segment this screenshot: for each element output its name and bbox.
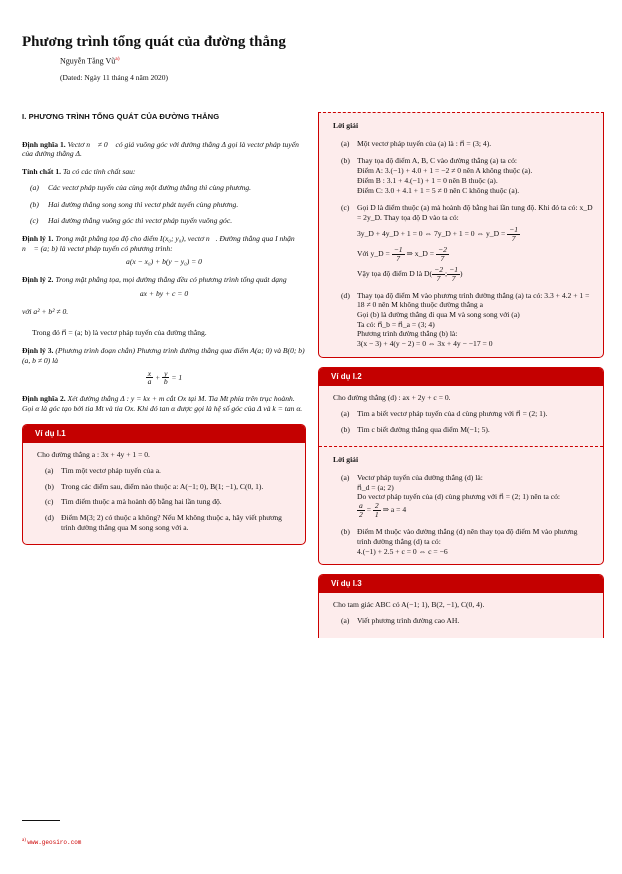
theorem-1-text: Trong mặt phẳng tọa độ cho điểm I(x₀; y₀), vectơ n⃗. Đường thẳng qua I nhận n⃗ = (a; b) là vectơ pháp tuyến có phương trình: — [22, 234, 295, 253]
list-item: (a) Các vectơ pháp tuyến của cùng một đường thẳng thì cùng phương. — [30, 182, 252, 192]
footnote-url[interactable]: www.geosiro.com — [27, 839, 82, 846]
fraction: $\frac{2}{1}$ — [374, 501, 379, 520]
fraction: $\frac{-2}{7}$ — [437, 244, 447, 263]
solution-heading: Lời giải — [333, 455, 359, 465]
theorem-3-text: (Phương trình đoạn chắn) Phương trình đường thẳng qua điểm A(a; 0) và B(0; b) (a, b ≠ 0) là — [22, 346, 305, 365]
list-item: (b) Điểm M thuộc vào đường thẳng (d) nên thay tọa độ điểm M vào phương trình đường thẳng (d) ta có: 4.(−1) + 2.5 + c = 0 ⇔ c = −6 — [341, 527, 578, 556]
definition-1 — [22, 140, 306, 159]
theorem-3 — [22, 346, 306, 365]
theorem-1-equation: a(x − x₀) + b(y − y₀) = 0 — [126, 257, 202, 267]
fraction: $\frac{-1}{7}$ — [449, 264, 459, 283]
solution-heading: Lời giải — [333, 121, 359, 130]
list-item: (a) Tìm một vectơ pháp tuyến của a. — [45, 465, 161, 475]
example-2-solution — [319, 446, 603, 564]
theorem-2-condition: với a² + b² ≠ 0. — [22, 306, 69, 316]
list-item: (a) Tìm a biết vectơ pháp tuyến của d cùng phương với n⃗ = (2; 1). — [341, 408, 548, 418]
list-item: (a) Một vectơ pháp tuyến của (a) là : n⃗ = (3; 4). — [341, 138, 492, 148]
right-column — [318, 112, 604, 638]
list-item: (a) Vectơ pháp tuyến của đường thẳng (d) là: n⃗_d = (a; 2) Do vectơ pháp tuyến của (d) cùng phương với n⃗ = (2; 1) nên ta có: $\frac{a}{2}$ = $\frac{2}{1}$ ⇒ a = 4 — [341, 472, 561, 520]
list-item: (b) Trong các điểm sau, điểm nào thuộc a: A(−1; 0), B(1; −1), C(0, 1). — [45, 481, 264, 491]
footnote-mark: a) — [22, 838, 26, 843]
fraction: $\frac{a}{2}$ — [359, 501, 363, 520]
example-1-solution — [319, 113, 603, 357]
property-1 — [22, 167, 306, 177]
example-2-box — [318, 367, 604, 565]
property-1-label: Tính chất 1. — [22, 167, 62, 177]
list-item: (c) Gọi D là điểm thuộc (a) mà hoành độ bằng hai lần tung độ. Khi đó ta có: x_D = 2y_D. Thay tọa độ D vào ta có: 3y_D + 4y_D + 1 = 0 ⇔ 7y_D + 1 = 0 ⇔ y_D = $\frac{-1}{7}$ Với y_D = $\frac{-1}{7}$ ⇒ x_D = $\frac{-2}{7}$ Vậy tọa độ điểm D là D( $\frac{-2}{7}$ ; $\frac{-1}{7}$ ) — [341, 203, 593, 283]
list-item: (b) Tìm c biết đường thẳng qua điểm M(−1; 5). — [341, 424, 490, 434]
theorem-3-label: Định lý 3. — [22, 346, 54, 356]
section-heading: I. PHƯƠNG TRÌNH TỔNG QUÁT CỦA ĐƯỜNG THẲNG — [22, 112, 220, 121]
example-3-intro: Cho tam giác ABC có A(−1; 1), B(2, −1), C(0, 4). — [333, 600, 485, 610]
author-mark: a) — [115, 56, 120, 62]
fraction: $\frac{-1}{7}$ — [393, 244, 403, 263]
author — [60, 56, 120, 66]
list-item: (c) Tìm điểm thuộc a mà hoành độ bằng hai lần tung độ. — [45, 497, 222, 507]
example-1-solution-list — [333, 139, 593, 349]
theorem-3-equation: $\frac{x}{a}$ + $\frac{y}{b}$ = 1 — [147, 368, 183, 387]
footnote — [22, 838, 81, 846]
example-3-body — [319, 593, 603, 637]
list-item: (d) Điểm M(3; 2) có thuộc a không? Nếu M không thuộc a, hãy viết phương trình đường thẳng qua M song song với a. — [45, 512, 282, 532]
example-1-box — [22, 424, 306, 546]
example-1-intro: Cho đường thẳng a : 3x + 4y + 1 = 0. — [37, 450, 150, 460]
example-1-solution-box — [318, 112, 604, 358]
left-column — [22, 112, 306, 545]
theorem-2 — [22, 275, 306, 285]
property-1-text: Ta có các tính chất sau: — [62, 167, 136, 177]
theorem-2-equation: ax + by + c = 0 — [139, 288, 189, 298]
list-item: (a) Viết phương trình đường cao AH. — [341, 616, 460, 626]
theorem-2-note: Trong đó n⃗ = (a; b) là vectơ pháp tuyến của đường thẳng. — [32, 328, 207, 338]
fraction: $\frac{-1}{7}$ — [509, 224, 519, 243]
example-3-box — [318, 574, 604, 638]
example-3-list — [333, 616, 593, 626]
footnote-rule — [22, 820, 60, 821]
definition-1-label: Định nghĩa 1. — [22, 139, 66, 149]
theorem-1-label: Định lý 1. — [22, 234, 54, 244]
author-name: Nguyễn Tăng Vũ — [60, 56, 116, 66]
example-1-header: Ví dụ I.1 — [23, 425, 305, 443]
definition-2 — [22, 394, 306, 413]
dated: (Dated: Ngày 11 tháng 4 năm 2020) — [60, 73, 169, 82]
example-3-header: Ví dụ I.3 — [319, 575, 603, 593]
definition-1-text: Vectơ n⃗ ≠ 0⃗ có giá vuông góc với đường thẳng Δ gọi là vectơ pháp tuyến của đường thẳng Δ. — [22, 139, 299, 159]
example-1-body — [23, 443, 305, 544]
theorem-1 — [22, 234, 306, 253]
example-2-header: Ví dụ I.2 — [319, 368, 603, 386]
list-item: (c) Hai đường thẳng vuông góc thì vectơ pháp tuyến vuông góc. — [30, 216, 233, 226]
list-item: (b) Hai đường thẳng song song thì vectơ phát tuyến cùng phương. — [30, 199, 239, 209]
property-1-list — [22, 183, 306, 226]
definition-2-text: Xét đường thẳng Δ : y = kx + m cắt Ox tại M. Tia Mt phía trên trục hoành. Gọi α là góc tạo bởi tia Mt và tia Ox. Khi đó tan α được gọi là hệ số góc của Δ và k = tan α. — [22, 394, 303, 414]
example-2-intro: Cho đường thẳng (d) : ax + 2y + c = 0. — [333, 393, 451, 403]
definition-2-label: Định nghĩa 2. — [22, 394, 66, 404]
theorem-2-label: Định lý 2. — [22, 275, 54, 285]
list-item: (b) Thay tọa độ điểm A, B, C vào đường thẳng (a) ta có: Điểm A: 3.(−1) + 4.0 + 1 = −2 ≠ 0 nên A không thuộc (a). Điểm B : 3.1 + 4.(−1) + 1 = 0 nên B thuộc (a). Điểm C: 3.0 + 4.1 + 1 = 5 ≠ 0 nên C không thuộc (a). — [341, 156, 533, 195]
fraction: $\frac{x}{a}$ — [147, 368, 152, 387]
paper-title: Phương trình tổng quát của đường thẳng — [22, 34, 286, 50]
theorem-2-text: Trong mặt phẳng tọa, mọi đường thẳng đều có phương trình tổng quát dạng — [55, 275, 287, 285]
list-item: (d) Thay tọa độ điểm M vào phương trình đường thẳng (a) ta có: 3.3 + 4.2 + 1 = 18 ≠ 0 nên M không thuộc đường thẳng a Gọi (b) là đường thẳng đi qua M và song song với (a) Ta có: n⃗_b = n⃗_a = (3; 4) Phương trình đường thẳng (b) là: 3(x − 3) + 4(y − 2) = 0 ⇔ 3x + 4y − −17 = 0 — [341, 290, 590, 349]
example-2-body — [319, 386, 603, 446]
example-2-solution-list — [333, 473, 593, 556]
example-2-list — [333, 409, 593, 434]
fraction: $\frac{y}{b}$ — [163, 368, 168, 387]
example-1-list — [37, 466, 295, 533]
fraction: $\frac{-2}{7}$ — [434, 264, 443, 283]
